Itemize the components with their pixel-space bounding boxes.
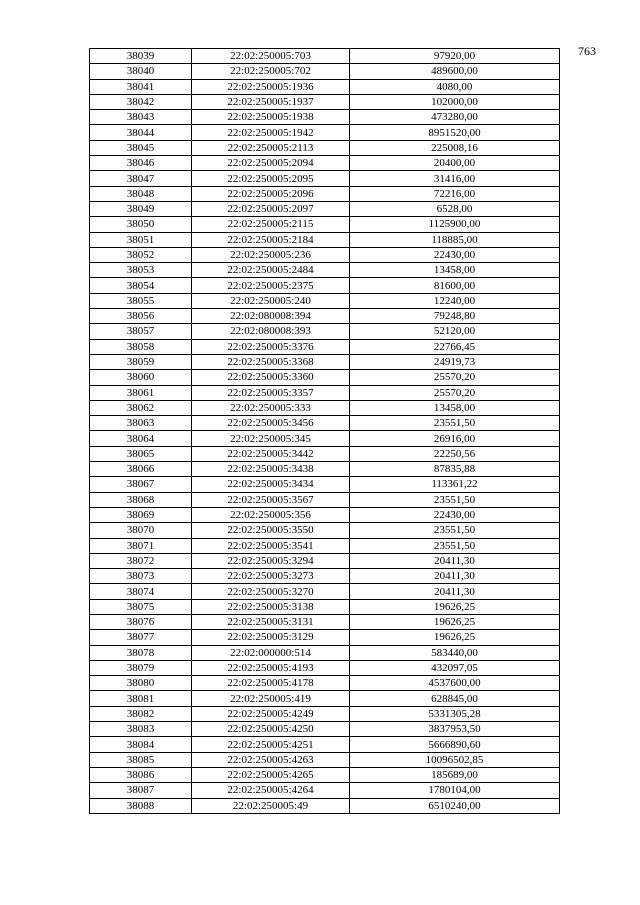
table-row — [90, 538, 560, 553]
row-number-cell: 38065 — [90, 446, 192, 461]
row-number-cell: 38075 — [90, 599, 192, 614]
table-row — [90, 186, 560, 201]
cadastral-number-cell: 22:02:250005:3270 — [192, 584, 350, 599]
row-number-cell: 38068 — [90, 492, 192, 507]
value-cell: 6510240,00 — [350, 798, 560, 813]
row-number-cell: 38050 — [90, 217, 192, 232]
cadastral-number-cell: 22:02:000000:514 — [192, 645, 350, 660]
row-number-cell: 38045 — [90, 140, 192, 155]
row-number-cell: 38056 — [90, 309, 192, 324]
cadastral-number-cell: 22:02:250005:3357 — [192, 385, 350, 400]
row-number-cell: 38051 — [90, 232, 192, 247]
cadastral-number-cell: 22:02:250005:3442 — [192, 446, 350, 461]
value-cell: 1780104,00 — [350, 783, 560, 798]
table-row — [90, 156, 560, 171]
row-number-cell: 38074 — [90, 584, 192, 599]
value-cell: 31416,00 — [350, 171, 560, 186]
cadastral-number-cell: 22:02:250005:3456 — [192, 416, 350, 431]
row-number-cell: 38044 — [90, 125, 192, 140]
value-cell: 185689,00 — [350, 767, 560, 782]
value-cell: 25570,20 — [350, 370, 560, 385]
row-number-cell: 38055 — [90, 293, 192, 308]
table-row — [90, 645, 560, 660]
cadastral-number-cell: 22:02:250005:4251 — [192, 737, 350, 752]
cadastral-number-cell: 22:02:250005:3368 — [192, 354, 350, 369]
value-cell: 81600,00 — [350, 278, 560, 293]
value-cell: 19626,25 — [350, 630, 560, 645]
table-row — [90, 247, 560, 262]
table-row — [90, 752, 560, 767]
value-cell: 72216,00 — [350, 186, 560, 201]
cadastral-number-cell: 22:02:250005:2094 — [192, 156, 350, 171]
value-cell: 4080,00 — [350, 79, 560, 94]
value-cell: 583440,00 — [350, 645, 560, 660]
table-row — [90, 171, 560, 186]
value-cell: 20411,30 — [350, 569, 560, 584]
cadastral-number-cell: 22:02:250005:2115 — [192, 217, 350, 232]
table-row — [90, 599, 560, 614]
table-row — [90, 217, 560, 232]
row-number-cell: 38077 — [90, 630, 192, 645]
value-cell: 19626,25 — [350, 614, 560, 629]
table-row — [90, 125, 560, 140]
value-cell: 22430,00 — [350, 507, 560, 522]
value-cell: 97920,00 — [350, 49, 560, 64]
row-number-cell: 38053 — [90, 263, 192, 278]
row-number-cell: 38082 — [90, 706, 192, 721]
value-cell: 489600,00 — [350, 64, 560, 79]
cadastral-number-cell: 22:02:250005:3131 — [192, 614, 350, 629]
cadastral-number-cell: 22:02:250005:702 — [192, 64, 350, 79]
table-row — [90, 462, 560, 477]
table-row — [90, 293, 560, 308]
row-number-cell: 38061 — [90, 385, 192, 400]
table-row — [90, 354, 560, 369]
value-cell: 225008,16 — [350, 140, 560, 155]
page-number: 763 — [578, 44, 596, 58]
table-row — [90, 49, 560, 64]
cadastral-number-cell: 22:02:080008:393 — [192, 324, 350, 339]
cadastral-number-cell: 22:02:250005:3567 — [192, 492, 350, 507]
row-number-cell: 38076 — [90, 614, 192, 629]
cadastral-number-cell: 22:02:250005:703 — [192, 49, 350, 64]
value-cell: 5666890,60 — [350, 737, 560, 752]
value-cell: 5331305,28 — [350, 706, 560, 721]
row-number-cell: 38064 — [90, 431, 192, 446]
cadastral-number-cell: 22:02:250005:4178 — [192, 676, 350, 691]
cadastral-number-cell: 22:02:250005:3434 — [192, 477, 350, 492]
cadastral-number-cell: 22:02:250005:4250 — [192, 722, 350, 737]
row-number-cell: 38057 — [90, 324, 192, 339]
row-number-cell: 38080 — [90, 676, 192, 691]
cadastral-number-cell: 22:02:080008:394 — [192, 309, 350, 324]
table-row — [90, 431, 560, 446]
cadastral-number-cell: 22:02:250005:1936 — [192, 79, 350, 94]
cadastral-number-cell: 22:02:250005:333 — [192, 400, 350, 415]
cadastral-number-cell: 22:02:250005:2095 — [192, 171, 350, 186]
cadastral-number-cell: 22:02:250005:240 — [192, 293, 350, 308]
row-number-cell: 38054 — [90, 278, 192, 293]
table-row — [90, 385, 560, 400]
value-cell: 113361,22 — [350, 477, 560, 492]
table-row — [90, 278, 560, 293]
table-row — [90, 94, 560, 109]
row-number-cell: 38060 — [90, 370, 192, 385]
cadastral-number-cell: 22:02:250005:3138 — [192, 599, 350, 614]
cadastral-number-cell: 22:02:250005:3360 — [192, 370, 350, 385]
value-cell: 3837953,50 — [350, 722, 560, 737]
value-cell: 25570,20 — [350, 385, 560, 400]
registry-table — [89, 48, 560, 814]
cadastral-number-cell: 22:02:250005:3541 — [192, 538, 350, 553]
table-row — [90, 477, 560, 492]
row-number-cell: 38078 — [90, 645, 192, 660]
row-number-cell: 38043 — [90, 110, 192, 125]
table-row — [90, 584, 560, 599]
cadastral-number-cell: 22:02:250005:356 — [192, 507, 350, 522]
table-row — [90, 140, 560, 155]
registry-table-body — [90, 49, 560, 814]
value-cell: 87835,88 — [350, 462, 560, 477]
table-row — [90, 416, 560, 431]
value-cell: 10096502,85 — [350, 752, 560, 767]
cadastral-number-cell: 22:02:250005:1938 — [192, 110, 350, 125]
table-row — [90, 446, 560, 461]
cadastral-number-cell: 22:02:250005:2375 — [192, 278, 350, 293]
table-row — [90, 553, 560, 568]
row-number-cell: 38087 — [90, 783, 192, 798]
value-cell: 23551,50 — [350, 492, 560, 507]
row-number-cell: 38063 — [90, 416, 192, 431]
value-cell: 628845,00 — [350, 691, 560, 706]
cadastral-number-cell: 22:02:250005:1942 — [192, 125, 350, 140]
cadastral-number-cell: 22:02:250005:2097 — [192, 201, 350, 216]
row-number-cell: 38084 — [90, 737, 192, 752]
row-number-cell: 38041 — [90, 79, 192, 94]
cadastral-number-cell: 22:02:250005:4264 — [192, 783, 350, 798]
table-row — [90, 523, 560, 538]
row-number-cell: 38071 — [90, 538, 192, 553]
value-cell: 20411,30 — [350, 553, 560, 568]
cadastral-number-cell: 22:02:250005:3550 — [192, 523, 350, 538]
value-cell: 6528,00 — [350, 201, 560, 216]
row-number-cell: 38085 — [90, 752, 192, 767]
value-cell: 23551,50 — [350, 416, 560, 431]
cadastral-number-cell: 22:02:250005:2096 — [192, 186, 350, 201]
value-cell: 20411,30 — [350, 584, 560, 599]
table-row — [90, 783, 560, 798]
row-number-cell: 38069 — [90, 507, 192, 522]
value-cell: 23551,50 — [350, 538, 560, 553]
table-row — [90, 798, 560, 813]
value-cell: 118885,00 — [350, 232, 560, 247]
table-row — [90, 507, 560, 522]
cadastral-number-cell: 22:02:250005:4263 — [192, 752, 350, 767]
value-cell: 102000,00 — [350, 94, 560, 109]
value-cell: 1125900,00 — [350, 217, 560, 232]
cadastral-number-cell: 22:02:250005:4249 — [192, 706, 350, 721]
value-cell: 52120,00 — [350, 324, 560, 339]
row-number-cell: 38040 — [90, 64, 192, 79]
value-cell: 22430,00 — [350, 247, 560, 262]
row-number-cell: 38081 — [90, 691, 192, 706]
row-number-cell: 38062 — [90, 400, 192, 415]
table-row — [90, 569, 560, 584]
value-cell: 4537600,00 — [350, 676, 560, 691]
value-cell: 13458,00 — [350, 263, 560, 278]
value-cell: 432097,05 — [350, 660, 560, 675]
table-row — [90, 370, 560, 385]
value-cell: 473280,00 — [350, 110, 560, 125]
cadastral-number-cell: 22:02:250005:3273 — [192, 569, 350, 584]
table-row — [90, 676, 560, 691]
cadastral-number-cell: 22:02:250005:4265 — [192, 767, 350, 782]
value-cell: 12240,00 — [350, 293, 560, 308]
value-cell: 22250,56 — [350, 446, 560, 461]
table-row — [90, 232, 560, 247]
row-number-cell: 38058 — [90, 339, 192, 354]
row-number-cell: 38046 — [90, 156, 192, 171]
table-row — [90, 614, 560, 629]
value-cell: 26916,00 — [350, 431, 560, 446]
cadastral-number-cell: 22:02:250005:2113 — [192, 140, 350, 155]
row-number-cell: 38070 — [90, 523, 192, 538]
table-row — [90, 737, 560, 752]
table-row — [90, 110, 560, 125]
row-number-cell: 38039 — [90, 49, 192, 64]
table-row — [90, 263, 560, 278]
cadastral-number-cell: 22:02:250005:236 — [192, 247, 350, 262]
value-cell: 8951520,00 — [350, 125, 560, 140]
row-number-cell: 38042 — [90, 94, 192, 109]
cadastral-number-cell: 22:02:250005:3294 — [192, 553, 350, 568]
table-row — [90, 722, 560, 737]
row-number-cell: 38052 — [90, 247, 192, 262]
table-row — [90, 630, 560, 645]
cadastral-number-cell: 22:02:250005:2484 — [192, 263, 350, 278]
table-row — [90, 324, 560, 339]
row-number-cell: 38088 — [90, 798, 192, 813]
table-row — [90, 309, 560, 324]
table-row — [90, 79, 560, 94]
cadastral-number-cell: 22:02:250005:2184 — [192, 232, 350, 247]
cadastral-number-cell: 22:02:250005:49 — [192, 798, 350, 813]
table-row — [90, 339, 560, 354]
value-cell: 24919,73 — [350, 354, 560, 369]
row-number-cell: 38083 — [90, 722, 192, 737]
cadastral-number-cell: 22:02:250005:419 — [192, 691, 350, 706]
table-row — [90, 691, 560, 706]
row-number-cell: 38048 — [90, 186, 192, 201]
value-cell: 20400,00 — [350, 156, 560, 171]
row-number-cell: 38059 — [90, 354, 192, 369]
row-number-cell: 38047 — [90, 171, 192, 186]
value-cell: 23551,50 — [350, 523, 560, 538]
cadastral-number-cell: 22:02:250005:3129 — [192, 630, 350, 645]
row-number-cell: 38067 — [90, 477, 192, 492]
value-cell: 79248,80 — [350, 309, 560, 324]
cadastral-number-cell: 22:02:250005:1937 — [192, 94, 350, 109]
cadastral-number-cell: 22:02:250005:3438 — [192, 462, 350, 477]
row-number-cell: 38072 — [90, 553, 192, 568]
value-cell: 19626,25 — [350, 599, 560, 614]
row-number-cell: 38073 — [90, 569, 192, 584]
value-cell: 13458,00 — [350, 400, 560, 415]
row-number-cell: 38079 — [90, 660, 192, 675]
cadastral-number-cell: 22:02:250005:3376 — [192, 339, 350, 354]
table-row — [90, 706, 560, 721]
table-row — [90, 660, 560, 675]
row-number-cell: 38066 — [90, 462, 192, 477]
table-row — [90, 64, 560, 79]
table-row — [90, 492, 560, 507]
cadastral-number-cell: 22:02:250005:4193 — [192, 660, 350, 675]
value-cell: 22766,45 — [350, 339, 560, 354]
table-row — [90, 400, 560, 415]
row-number-cell: 38049 — [90, 201, 192, 216]
cadastral-number-cell: 22:02:250005:345 — [192, 431, 350, 446]
row-number-cell: 38086 — [90, 767, 192, 782]
table-row — [90, 201, 560, 216]
table-row — [90, 767, 560, 782]
